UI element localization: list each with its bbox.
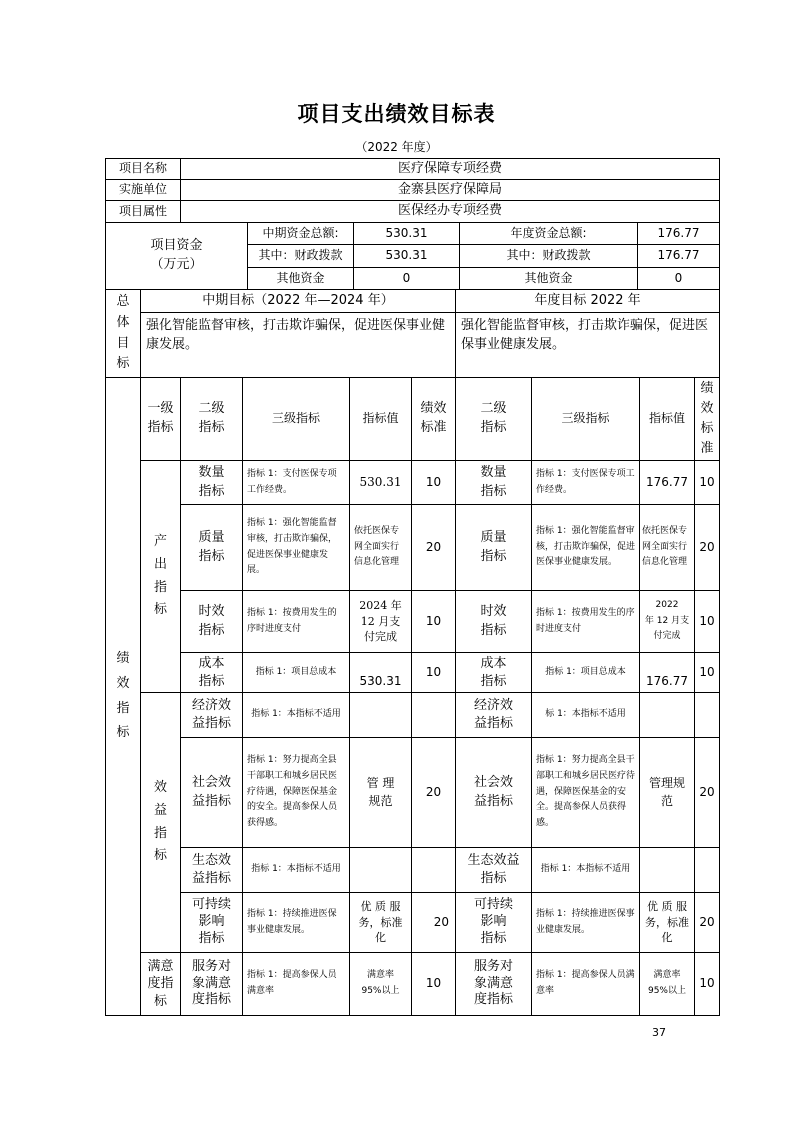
row-social-l2-right: 社会效 益指标: [455, 737, 532, 848]
year-other-label: 其他资金: [459, 267, 638, 290]
header-standard-right: 绩效标准: [694, 377, 720, 461]
year-other-value: 0: [637, 267, 720, 290]
row-satisfaction-value-right: 满意率 95%以上: [639, 952, 695, 1016]
row-time-standard-right: 10: [694, 590, 720, 653]
header-level1: 一级 指标: [140, 377, 181, 461]
mid-total-value: 530.31: [353, 222, 460, 245]
row-social-l2: 社会效 益指标: [180, 737, 243, 848]
header-level3-right: 三级指标: [531, 377, 640, 461]
row-economic-standard: [411, 692, 456, 738]
row-time-value-right: 2022 年 12 月支 付完成: [639, 590, 695, 653]
row-quality-l3: 指标 1：强化智能监督审核，打击欺诈骗保，促进医保事业健康发展。: [242, 504, 350, 591]
row-ecological-standard: [411, 847, 456, 893]
mid-fiscal-label: 其中：财政拨款: [247, 244, 354, 268]
year-fiscal-value: 176.77: [637, 244, 720, 268]
row-sustainable-value: 优 质 服 务，标准 化: [349, 892, 412, 953]
row-quality-standard-right: 20: [694, 504, 720, 591]
row-economic-l2: 经济效 益指标: [180, 692, 243, 738]
page-title: 项目支出绩效目标表: [297, 102, 496, 126]
row-ecological-value: [349, 847, 412, 893]
row-time-l2-right: 时效 指标: [455, 590, 532, 653]
row-time-l3: 指标 1：按费用发生的序时进度支付: [242, 590, 350, 653]
row-cost-standard: 10: [411, 652, 456, 693]
row-quality-value: 依托医保专网全面实行信息化管理: [349, 504, 412, 591]
row-quality-value-right: 依托医保专网全面实行信息化管理: [639, 504, 695, 591]
overall-goal-label: 总体目标: [105, 289, 141, 378]
row-quantity-value: 530.31: [349, 460, 412, 505]
performance-table: [105, 158, 720, 1016]
row-quantity-l3-right: 指标 1：支付医保专项工作经费。: [531, 460, 640, 505]
row-cost-value-right: 176.77: [639, 652, 695, 693]
mid-goal-header: 中期目标（2022 年—2024 年）: [140, 289, 456, 313]
header-level2-right: 二级 指标: [455, 377, 532, 461]
row-sustainable-l3-right: 指标 1：持续推进医保事业健康发展。: [531, 892, 640, 953]
row-time-value: 2024 年 12 月支 付完成: [349, 590, 412, 653]
row-time-l2: 时效 指标: [180, 590, 243, 653]
row-ecological-standard-right: [694, 847, 720, 893]
row-economic-value: [349, 692, 412, 738]
row-economic-l2-right: 经济效 益指标: [455, 692, 532, 738]
row-satisfaction-l3: 指标 1：提高参保人员满意率: [242, 952, 350, 1016]
unit-label: 实施单位: [105, 179, 181, 201]
page-number: 37: [652, 1026, 666, 1039]
row-time-l3-right: 指标 1：按费用发生的序时进度支付: [531, 590, 640, 653]
row-quantity-l2-right: 数量 指标: [455, 460, 532, 505]
row-sustainable-value-right: 优 质 服 务，标准 化: [639, 892, 695, 953]
row-quality-l2-right: 质量 指标: [455, 504, 532, 591]
row-economic-l3: 指标 1：本指标不适用: [242, 692, 350, 738]
row-quality-l3-right: 指标 1：强化智能监督审核，打击欺诈骗保，促进医保事业健康发展。: [531, 504, 640, 591]
row-quantity-l3: 指标 1：支付医保专项工作经费。: [242, 460, 350, 505]
row-quantity-standard-right: 10: [694, 460, 720, 505]
row-sustainable-l3: 指标 1：持续推进医保事业健康发展。: [242, 892, 350, 953]
row-sustainable-standard-right: 20: [694, 892, 720, 953]
satisfaction-indicator-label: 满意 度指 标: [140, 952, 181, 1016]
row-social-l3-right: 指标 1：努力提高全县干部职工和城乡居民医疗待遇，保障医保基金的安全。提高参保人员获得感。: [531, 737, 640, 848]
header-level3: 三级指标: [242, 377, 350, 461]
attr-label: 项目属性: [105, 200, 181, 223]
row-satisfaction-value: 满意率 95%以上: [349, 952, 412, 1016]
row-economic-value-right: [639, 692, 695, 738]
year-total-value: 176.77: [637, 222, 720, 245]
benefit-indicator-label: 效益指标: [140, 692, 181, 953]
row-economic-standard-right: [694, 692, 720, 738]
row-quantity-value-right: 176.77: [639, 460, 695, 505]
row-cost-standard-right: 10: [694, 652, 720, 693]
year-goal-header: 年度目标 2022 年: [455, 289, 720, 313]
row-quantity-l2: 数量 指标: [180, 460, 243, 505]
project-name-value: 医疗保障专项经费: [180, 158, 720, 180]
year-goal-text: 强化智能监督审核，打击欺诈骗保，促进医保事业健康发展。: [455, 312, 720, 378]
row-cost-l2-right: 成本 指标: [455, 652, 532, 693]
row-ecological-value-right: [639, 847, 695, 893]
header-value: 指标值: [349, 377, 412, 461]
header-level2: 二级 指标: [180, 377, 243, 461]
row-cost-l3-right: 指标 1：项目总成本: [531, 652, 640, 693]
row-quantity-standard: 10: [411, 460, 456, 505]
row-satisfaction-l3-right: 指标 1：提高参保人员满意率: [531, 952, 640, 1016]
header-value-right: 指标值: [639, 377, 695, 461]
row-sustainable-l2: 可持续 影响 指标: [180, 892, 243, 953]
row-ecological-l2: 生态效 益指标: [180, 847, 243, 893]
attr-value: 医保经办专项经费: [180, 200, 720, 223]
row-time-standard: 10: [411, 590, 456, 653]
row-sustainable-standard: 20: [411, 892, 456, 953]
header-standard: 绩效 标准: [411, 377, 456, 461]
row-satisfaction-l2-right: 服务对 象满意 度指标: [455, 952, 532, 1016]
row-economic-l3-right: 标 1：本指标不适用: [531, 692, 640, 738]
row-social-standard-right: 20: [694, 737, 720, 848]
year-total-label: 年度资金总额:: [459, 222, 638, 245]
unit-value: 金寨县医疗保障局: [180, 179, 720, 201]
row-social-value: 管 理 规范: [349, 737, 412, 848]
mid-goal-text: 强化智能监督审核，打击欺诈骗保，促进医保事业健康发展。: [140, 312, 456, 378]
row-social-standard: 20: [411, 737, 456, 848]
mid-other-value: 0: [353, 267, 460, 290]
row-social-value-right: 管理规 范: [639, 737, 695, 848]
row-sustainable-l2-right: 可持续 影响 指标: [455, 892, 532, 953]
row-satisfaction-standard-right: 10: [694, 952, 720, 1016]
mid-total-label: 中期资金总额:: [247, 222, 354, 245]
row-cost-l3: 指标 1：项目总成本: [242, 652, 350, 693]
row-cost-value: 530.31: [349, 652, 412, 693]
mid-other-label: 其他资金: [247, 267, 354, 290]
row-ecological-l3-right: 指标 1：本指标不适用: [531, 847, 640, 893]
row-ecological-l2-right: 生态效益 指标: [455, 847, 532, 893]
project-name-label: 项目名称: [105, 158, 181, 180]
row-cost-l2: 成本 指标: [180, 652, 243, 693]
output-indicator-label: 产出指标: [140, 460, 181, 693]
row-quality-standard: 20: [411, 504, 456, 591]
row-satisfaction-l2: 服务对 象满意 度指标: [180, 952, 243, 1016]
year-fiscal-label: 其中：财政拨款: [459, 244, 638, 268]
row-social-l3: 指标 1：努力提高全县干部职工和城乡居民医疗待遇，保障医保基金的安全。提高参保人员获得感。: [242, 737, 350, 848]
funds-label: 项目资金 （万元）: [105, 222, 248, 290]
row-quality-l2: 质量 指标: [180, 504, 243, 591]
row-satisfaction-standard: 10: [411, 952, 456, 1016]
performance-indicator-label: 绩效指标: [105, 377, 141, 1016]
mid-fiscal-value: 530.31: [353, 244, 460, 268]
year-subtitle: （2022 年度）: [355, 140, 438, 154]
row-ecological-l3: 指标 1：本指标不适用: [242, 847, 350, 893]
